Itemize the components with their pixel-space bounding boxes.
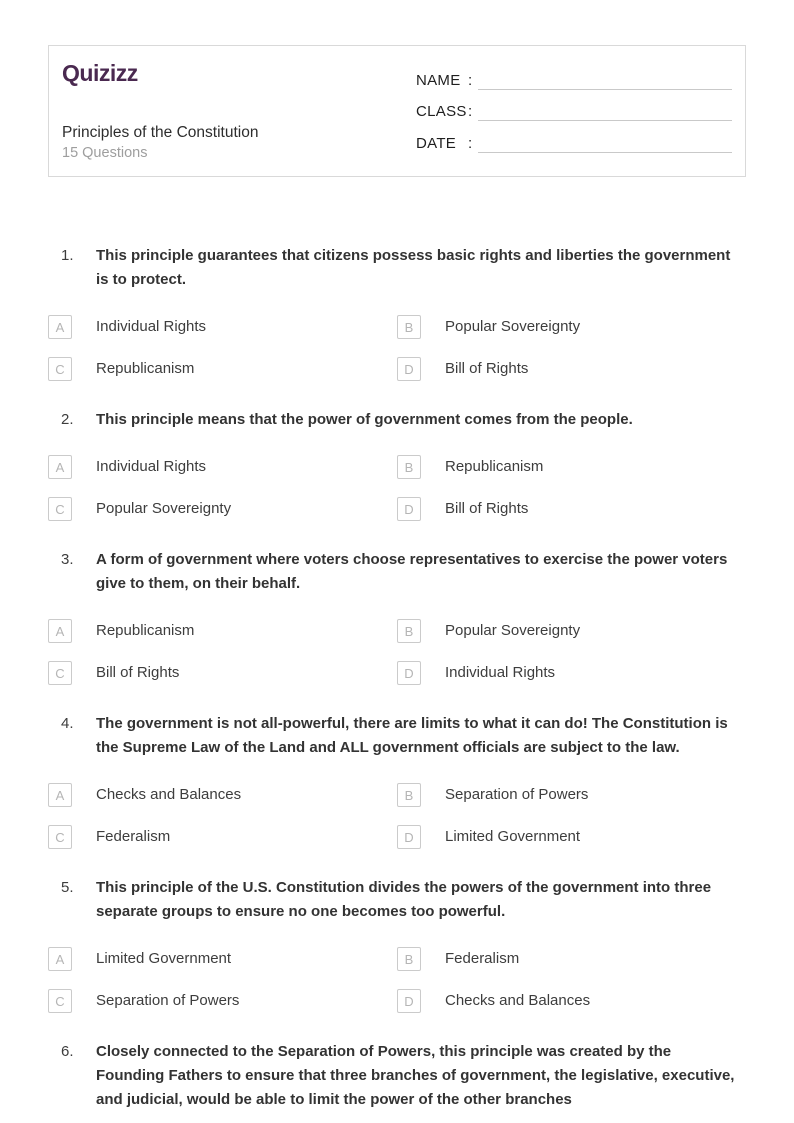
option-label: Bill of Rights bbox=[445, 360, 529, 377]
option-letter-box bbox=[397, 619, 421, 643]
option-letter-box bbox=[48, 455, 72, 479]
answer-option bbox=[397, 783, 746, 807]
option-letter-box bbox=[48, 783, 72, 807]
date-write-in-line bbox=[478, 134, 732, 153]
option-letter: D bbox=[404, 993, 414, 1009]
header-card bbox=[48, 45, 746, 177]
date-field-colon: : bbox=[468, 135, 473, 153]
class-write-in-line bbox=[478, 102, 732, 121]
option-letter: A bbox=[55, 787, 65, 803]
answer-option bbox=[48, 989, 397, 1013]
option-label: Federalism bbox=[96, 828, 171, 845]
option-letter: A bbox=[55, 623, 65, 639]
option-letter: B bbox=[404, 459, 414, 475]
answer-option bbox=[48, 315, 397, 339]
answer-option bbox=[48, 619, 397, 643]
question-row bbox=[48, 876, 746, 924]
option-label: Popular Sovereignty bbox=[445, 622, 581, 639]
option-letter-box bbox=[48, 357, 72, 381]
name-field-row bbox=[416, 68, 732, 90]
option-letter-box bbox=[397, 783, 421, 807]
question-row bbox=[48, 244, 746, 292]
question-row bbox=[48, 408, 746, 432]
option-letter: B bbox=[404, 319, 414, 335]
option-letter-box bbox=[397, 661, 421, 685]
option-label: Bill of Rights bbox=[445, 500, 529, 517]
class-field-colon: : bbox=[468, 103, 473, 121]
class-field-label: CLASS bbox=[416, 103, 467, 121]
option-letter: A bbox=[55, 459, 65, 475]
answer-option bbox=[397, 315, 746, 339]
option-letter: C bbox=[55, 993, 65, 1009]
answer-option bbox=[48, 661, 397, 685]
option-letter: C bbox=[55, 829, 65, 845]
option-letter-box bbox=[48, 619, 72, 643]
option-label: Republicanism bbox=[96, 622, 195, 639]
option-label: Federalism bbox=[445, 950, 520, 967]
name-write-in-line bbox=[478, 71, 732, 90]
title-block bbox=[62, 123, 258, 163]
option-label: Limited Government bbox=[96, 950, 232, 967]
option-letter-box bbox=[48, 661, 72, 685]
option-letter-box bbox=[48, 315, 72, 339]
name-field-colon: : bbox=[468, 71, 473, 89]
student-fields bbox=[416, 60, 732, 163]
options-grid bbox=[48, 783, 746, 849]
option-letter: D bbox=[404, 829, 414, 845]
question-list bbox=[48, 177, 746, 1112]
answer-option bbox=[397, 825, 746, 849]
question-block bbox=[48, 876, 746, 1013]
option-letter-box bbox=[48, 947, 72, 971]
date-field-row bbox=[416, 131, 732, 153]
option-label: Republicanism bbox=[96, 360, 195, 377]
question-block bbox=[48, 1040, 746, 1112]
question-number: 1. bbox=[61, 247, 74, 264]
quizizz-logo: Quizizz bbox=[62, 60, 138, 86]
option-letter: D bbox=[404, 501, 414, 517]
option-label: Popular Sovereignty bbox=[445, 318, 581, 335]
question-row bbox=[48, 1040, 746, 1112]
question-block bbox=[48, 244, 746, 381]
class-field-row bbox=[416, 100, 732, 122]
option-letter: B bbox=[404, 951, 414, 967]
answer-option bbox=[48, 357, 397, 381]
option-label: Checks and Balances bbox=[445, 992, 591, 1009]
question-row bbox=[48, 712, 746, 760]
question-text: This principle means that the power of government comes from the people. bbox=[96, 411, 633, 428]
option-letter: A bbox=[55, 319, 65, 335]
option-label: Individual Rights bbox=[445, 664, 556, 681]
answer-option bbox=[48, 455, 397, 479]
answer-option bbox=[48, 497, 397, 521]
option-letter: C bbox=[55, 665, 65, 681]
option-letter-box bbox=[397, 947, 421, 971]
question-number: 4. bbox=[61, 715, 74, 732]
option-label: Popular Sovereignty bbox=[96, 500, 232, 517]
question-text: Closely connected to the Separation of Powers, this principle was created by the Founding Fathers to ensure that three branches of government, the legislative, executive, and judicial, would be able to limit the power of the other branches bbox=[96, 1043, 735, 1108]
question-block bbox=[48, 712, 746, 849]
answer-option bbox=[397, 619, 746, 643]
header-left bbox=[62, 60, 258, 163]
answer-option bbox=[48, 783, 397, 807]
option-label: Separation of Powers bbox=[445, 786, 589, 803]
options-grid bbox=[48, 947, 746, 1013]
option-letter: C bbox=[55, 361, 65, 377]
answer-option bbox=[48, 825, 397, 849]
option-label: Limited Government bbox=[445, 828, 581, 845]
answer-option bbox=[397, 661, 746, 685]
option-letter: D bbox=[404, 665, 414, 681]
question-number: 6. bbox=[61, 1043, 74, 1060]
question-block bbox=[48, 408, 746, 521]
question-text: The government is not all-powerful, there are limits to what it can do! The Constitution is the Supreme Law of the Land and ALL government officials are subject to the law. bbox=[96, 715, 728, 756]
quiz-title: Principles of the Constitution bbox=[62, 124, 259, 141]
name-field-label: NAME bbox=[416, 71, 461, 89]
question-number: 3. bbox=[61, 551, 74, 568]
option-label: Checks and Balances bbox=[96, 786, 242, 803]
options-grid bbox=[48, 619, 746, 685]
option-letter-box bbox=[397, 315, 421, 339]
options-grid bbox=[48, 455, 746, 521]
answer-option bbox=[397, 497, 746, 521]
option-letter-box bbox=[48, 989, 72, 1013]
answer-option bbox=[397, 989, 746, 1013]
option-letter-box bbox=[397, 989, 421, 1013]
option-label: Separation of Powers bbox=[96, 992, 240, 1009]
date-field-label: DATE bbox=[416, 135, 457, 153]
option-letter-box bbox=[48, 497, 72, 521]
question-text: This principle of the U.S. Constitution divides the powers of the government into three separate groups to ensure no one becomes too powerful. bbox=[96, 879, 712, 920]
option-letter: C bbox=[55, 501, 65, 517]
option-letter-box bbox=[397, 497, 421, 521]
question-row bbox=[48, 548, 746, 596]
option-letter: B bbox=[404, 787, 414, 803]
options-grid bbox=[48, 315, 746, 381]
option-letter: D bbox=[404, 361, 414, 377]
option-letter-box bbox=[48, 825, 72, 849]
option-label: Individual Rights bbox=[96, 318, 207, 335]
question-number: 2. bbox=[61, 411, 74, 428]
answer-option bbox=[48, 947, 397, 971]
option-label: Republicanism bbox=[445, 458, 544, 475]
option-letter: A bbox=[55, 951, 65, 967]
answer-option bbox=[397, 947, 746, 971]
question-count: 15 Questions bbox=[62, 145, 148, 161]
option-letter-box bbox=[397, 357, 421, 381]
answer-option bbox=[397, 357, 746, 381]
question-text: A form of government where voters choose representatives to exercise the power voters give to them, on their behalf. bbox=[96, 551, 728, 592]
option-letter-box bbox=[397, 455, 421, 479]
option-letter: B bbox=[404, 623, 414, 639]
answer-option bbox=[397, 455, 746, 479]
option-label: Individual Rights bbox=[96, 458, 207, 475]
option-letter-box bbox=[397, 825, 421, 849]
question-block bbox=[48, 548, 746, 685]
question-text: This principle guarantees that citizens possess basic rights and liberties the government is to protect. bbox=[96, 247, 731, 288]
question-number: 5. bbox=[61, 879, 74, 896]
option-label: Bill of Rights bbox=[96, 664, 180, 681]
